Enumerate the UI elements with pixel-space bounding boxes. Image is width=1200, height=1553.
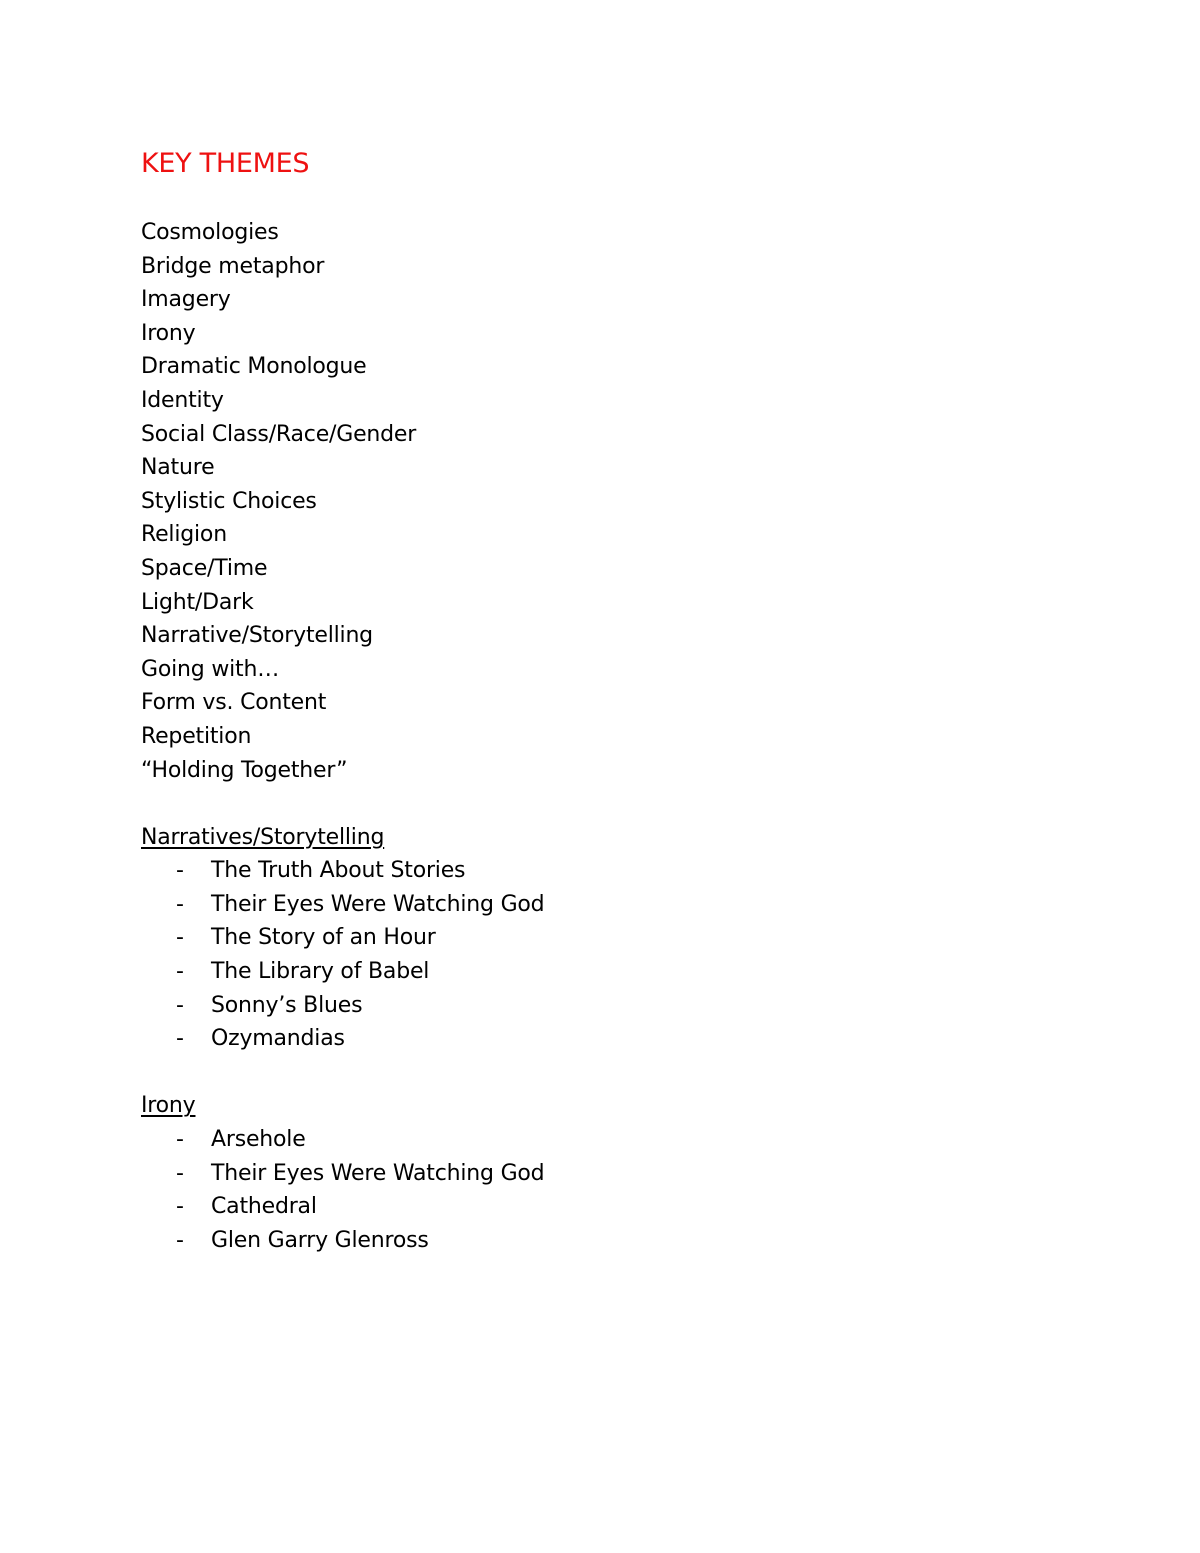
list-item <box>141 1123 1041 1157</box>
list-item <box>141 888 1041 922</box>
blank-line <box>141 1056 1041 1090</box>
list-item <box>141 989 1041 1023</box>
theme-item: Religion <box>141 522 227 548</box>
list-item-text: The Truth About Stories <box>211 858 466 884</box>
section-narratives <box>141 821 1041 1056</box>
theme-item: Space/Time <box>141 555 268 581</box>
list-item <box>141 854 1041 888</box>
theme-item: Repetition <box>141 723 252 749</box>
list-item-text: Their Eyes Were Watching God <box>211 891 545 917</box>
list-item <box>141 1190 1041 1224</box>
dash-bullet: - <box>176 1026 184 1052</box>
list-item-text: Sonny’s Blues <box>211 992 363 1018</box>
dash-bullet: - <box>176 891 184 917</box>
dash-bullet: - <box>176 925 184 951</box>
list-item-text: The Library of Babel <box>211 959 430 985</box>
list-item <box>141 921 1041 955</box>
theme-item: Identity <box>141 387 224 413</box>
dash-bullet: - <box>176 1127 184 1153</box>
list-item <box>141 1157 1041 1191</box>
themes-list <box>141 216 1041 787</box>
list-item <box>141 1022 1041 1056</box>
theme-item: Cosmologies <box>141 220 279 245</box>
dash-bullet: - <box>176 1194 184 1220</box>
document-body <box>141 144 1041 1257</box>
theme-item: Light/Dark <box>141 589 254 615</box>
list-item <box>141 955 1041 989</box>
list-item-text: Glen Garry Glenross <box>211 1227 429 1253</box>
section-list <box>141 854 1041 1056</box>
theme-item: “Holding Together” <box>141 757 348 783</box>
dash-bullet: - <box>176 959 184 985</box>
section-heading: Irony <box>141 1093 196 1119</box>
section-heading-line <box>141 821 1041 855</box>
theme-item: Social Class/Race/Gender <box>141 421 417 447</box>
theme-item: Dramatic Monologue <box>141 354 367 380</box>
section-list <box>141 1123 1041 1257</box>
dash-bullet: - <box>176 1160 184 1186</box>
list-item <box>141 1224 1041 1258</box>
section-heading-line <box>141 1089 1041 1123</box>
theme-item: Bridge metaphor <box>141 253 325 279</box>
theme-item: Going with… <box>141 656 279 682</box>
theme-item: Form vs. Content <box>141 690 327 716</box>
list-item-text: Arsehole <box>211 1127 306 1153</box>
dash-bullet: - <box>176 1227 184 1253</box>
dash-bullet: - <box>176 992 184 1018</box>
list-item-text: Ozymandias <box>211 1026 345 1052</box>
theme-item: Nature <box>141 455 215 481</box>
dash-bullet: - <box>176 858 184 884</box>
list-item-text: Their Eyes Were Watching God <box>211 1160 545 1186</box>
theme-item: Narrative/Storytelling <box>141 623 373 649</box>
theme-item: Imagery <box>141 287 231 313</box>
blank-line <box>141 787 1041 821</box>
section-irony <box>141 1089 1041 1257</box>
list-item-text: The Story of an Hour <box>211 925 436 951</box>
list-item-text: Cathedral <box>211 1194 317 1220</box>
page-title: KEY THEMES <box>141 148 310 179</box>
section-heading: Narratives/Storytelling <box>141 824 385 850</box>
theme-item: Stylistic Choices <box>141 488 317 514</box>
theme-item: Irony <box>141 320 196 346</box>
